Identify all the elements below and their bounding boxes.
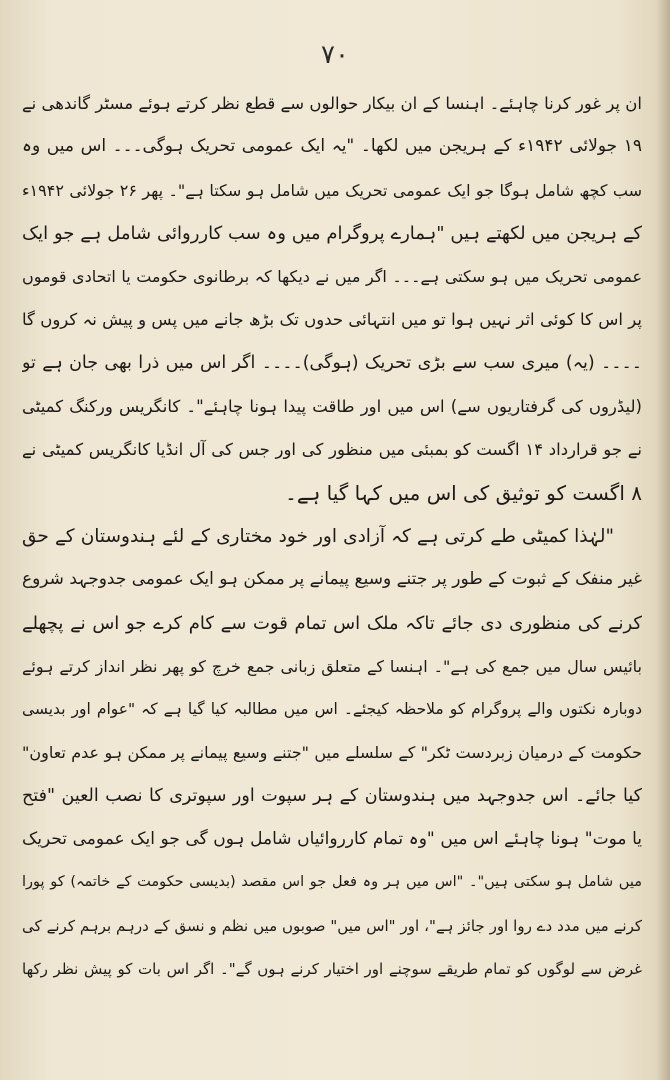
text-line: غیر منفک کے ثبوت کے طور پر جتنے وسیع پیمانے پر ممکن ہو ایک عمومی جدوجہد شروع (22, 569, 642, 590)
text-line: حکومت کے درمیان زبردست ٹکر" کے سلسلے میں "جتنے وسیع پیمانے پر ممکن ہو عدم تعاون" (22, 743, 642, 763)
text-line: کرنے کی منظوری دی جائے تاکہ ملک اس تمام قوت سے کام کرے جو اس نے پچھلے (22, 612, 642, 634)
text-line: کے ہریجن میں لکھتے ہیں "ہمارے پروگرام میں وہ سب کارروائی شامل ہے جو ایک (22, 222, 642, 244)
text-line: "لہٰذا کمیٹی طے کرتی ہے کہ آزادی اور خود مختاری کے لئے ہندوستان کے حق (22, 525, 614, 547)
text-line: دوبارہ نکتوں والے پروگرام کو ملاحظہ کیجئے۔ اس میں مطالبہ کیا گیا ہے کہ "عوام اور بدیسی (22, 700, 642, 719)
text-line: (لیڈروں کی گرفتاریوں سے) اس میں اور طاقت پیدا ہونا چاہئے"۔ کانگریس ورکنگ کمیٹی (22, 397, 642, 417)
text-line: ۸ اگست کو توثیق کی اس میں کہا گیا ہے۔ (285, 480, 642, 505)
text-line: ۱۹ جولائی ۱۹۴۲ء کے ہریجن میں لکھا۔ "یہ ایک عمومی تحریک ہوگی۔۔۔ اس میں وہ (22, 136, 642, 157)
page-number: ۷۰ (321, 40, 349, 70)
text-line: پر اس کا کوئی اثر نہیں ہوا تو میں انتہائی حدوں تک بڑھ جانے میں پس و پیش نہ کروں گا (22, 310, 642, 330)
text-line: غرض سے لوگوں کو تمام طریقے سوچنے اور اختیار کرنے ہوں گے"۔ اگر اس بات کو پیش نظر رکھا (22, 959, 642, 978)
text-line: کرنے میں مدد دے روا اور جائز ہے"، اور "اس میں" صوبوں میں نظم و نسق کے درہم برہم کرنے کی (22, 916, 642, 935)
text-line: یا موت" ہونا چاہئے اس میں "وہ تمام کارروائیاں شامل ہوں گی جو ایک عمومی تحریک (22, 829, 642, 850)
text-line: ان پر غور کرنا چاہئے۔ اہنسا کے ان بیکار حوالوں سے قطع نظر کرتے ہوئے مسٹر گاندھی نے (22, 94, 642, 113)
body-text (22, 82, 642, 1067)
text-line: میں شامل ہو سکتی ہیں"۔ "اس میں ہر وہ فعل جو اس مقصد (بدیسی حکومت کے خاتمہ) کو پورا (22, 874, 642, 891)
text-line: سب کچھ شامل ہوگا جو ایک عمومی تحریک میں شامل ہو سکتا ہے"۔ پھر ۲۶ جولائی ۱۹۴۲ء (22, 180, 642, 200)
text-line: کیا جائے۔ اس جدوجہد میں ہندوستان کے ہر سپوت اور سپوتری کا نصب العین "فتح (22, 785, 642, 806)
page-edge-shadow (656, 0, 670, 1080)
text-line: بائیس سال میں جمع کی ہے"۔ اہنسا کے متعلق زبانی جمع خرچ کو پھر نظر انداز کرتے ہوئے (22, 656, 642, 676)
text-line: نے جو قرارداد ۱۴ اگست کو بمبئی میں منظور کی اور جس کی آل انڈیا کانگریس کمیٹی نے (22, 440, 642, 460)
text-line: ۔۔۔۔ (یہ) میری سب سے بڑی تحریک (ہوگی)۔۔۔۔ اگر اس میں ذرا بھی جان ہے تو (22, 352, 642, 373)
text-line: عمومی تحریک میں ہو سکتی ہے۔۔۔ اگر میں نے دیکھا کہ برطانوی حکومت یا اتحادی قوموں (22, 267, 642, 287)
